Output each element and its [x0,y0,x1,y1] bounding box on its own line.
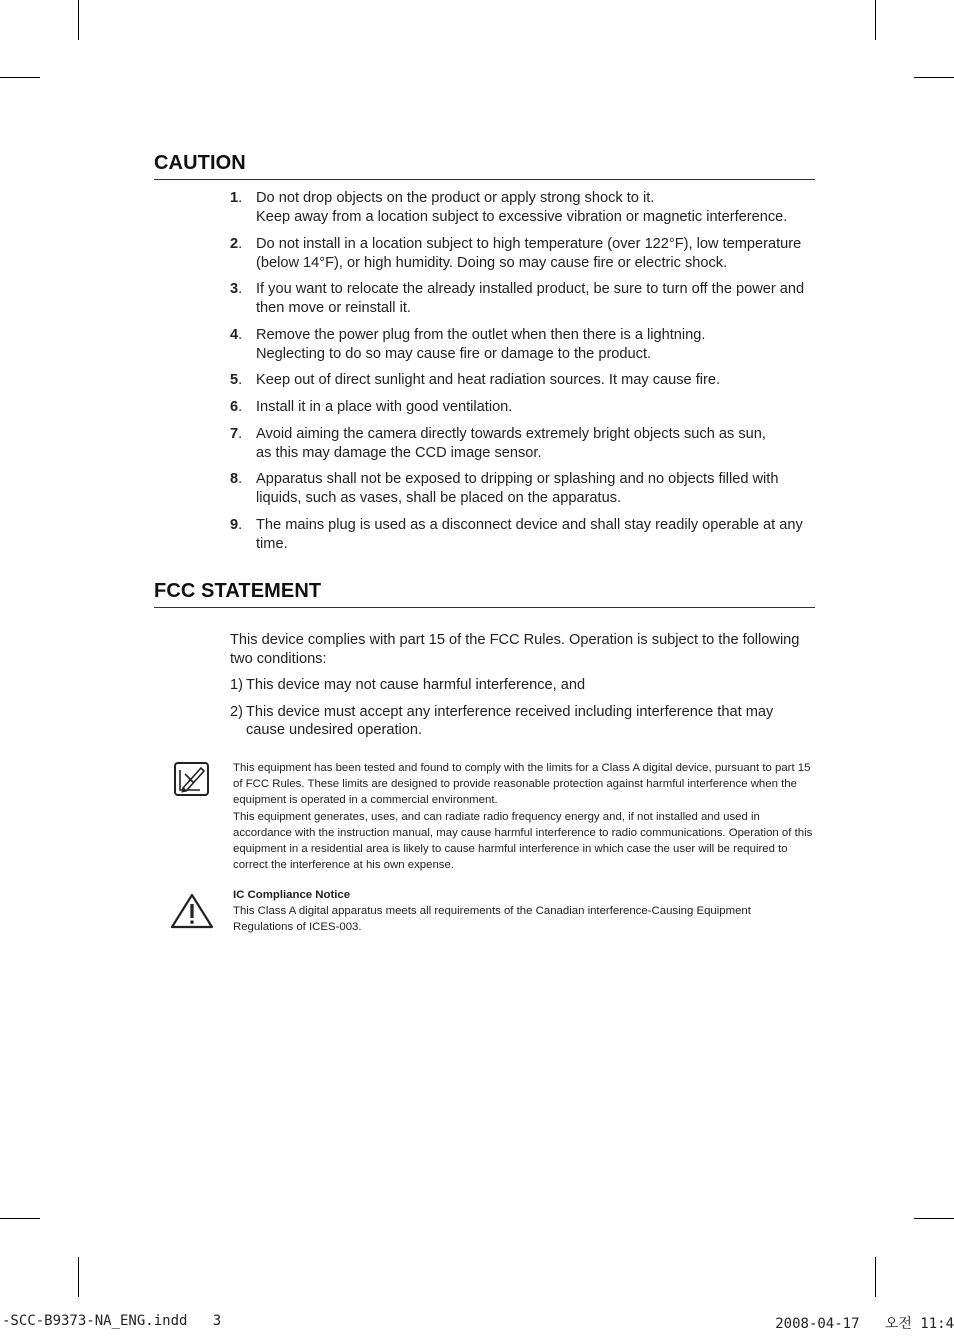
crop-mark [78,1257,79,1297]
fcc-heading: FCC STATEMENT [154,580,815,608]
item-text: as this may damage the CCD image sensor. [256,444,542,461]
item-text: Install it in a place with good ventilation. [256,398,513,415]
item-text: If you want to relocate the already installed product, be sure to turn off the power and then move or reinstall it. [256,281,805,317]
crop-mark [875,0,876,40]
condition-number: 1) [230,677,243,693]
item-number: 6 [230,398,239,415]
list-item: 1. Do not drop objects on the product or apply strong shock to it. Keep away from a location subject to excessive vibration or magnetic interference. [230,190,788,225]
item-text: Do not drop objects on the product or apply strong shock to it. [256,190,655,206]
item-number: 4 [230,326,239,343]
item-number: 2 [230,235,239,252]
item-number: 5 [230,372,239,389]
list-item: 6. Install it in a place with good ventilation. [230,398,820,417]
crop-mark [914,1218,954,1219]
footer-file-slug: -SCC-B9373-NA_ENG.indd 3 [2,1313,222,1329]
item-text: Remove the power plug from the outlet when then there is a lightning. [256,326,706,343]
list-item: 4. Remove the power plug from the outlet when then there is a lightning. Neglecting to do so may cause fire or damage to the product. [230,326,706,362]
item-number: 7 [230,425,239,442]
item-number: 9 [230,516,239,533]
list-item: 2. Do not install in a location subject to high temperature (over 122°F), low temperature (below 14°F), or high humidity. Doing so may cause fire or electric shock. [230,235,820,273]
note-paragraph: This equipment generates, uses, and can radiate radio frequency energy and, if not installed and used in accordance with the instruction manual, may cause harmful interference to radio communications. Operation of this equipment in a residential area is likely to cause harmful interference in which case the user will be required to correct the interference at his own expense. [233,810,813,872]
list-item: 3. If you want to relocate the already installed product, be sure to turn off the power and then move or reinstall it. [230,280,820,318]
list-item: 9. The mains plug is used as a disconnect device and shall stay readily operable at any time. [230,516,820,554]
crop-mark [914,77,954,78]
crop-mark [0,1218,40,1219]
list-item: 5. Keep out of direct sunlight and heat radiation sources. It may cause fire. [230,371,820,390]
footer-timestamp: 2008-04-17 오전 11:4 [775,1316,954,1332]
note-pencil-icon [166,760,210,803]
caution-list [230,189,820,561]
item-text: Neglecting to do so may cause fire or damage to the product. [256,345,652,362]
fcc-condition [230,703,815,740]
item-text: Do not install in a location subject to high temperature (over 122°F), low temperature (below 14°F), or high humidity. Doing so may cause fire or electric shock. [256,235,802,271]
fcc-condition [230,676,815,695]
item-text: Apparatus shall not be exposed to dripping or splashing and no objects filled with liquids, such as vases, shall be placed on the apparatus. [256,471,779,507]
fcc-intro: This device complies with part 15 of the FCC Rules. Operation is subject to the following two conditions: [230,632,800,667]
caution-heading: CAUTION [154,152,815,180]
item-text: Keep away from a location subject to excessive vibration or magnetic interference. [256,209,788,225]
item-number: 3 [230,281,239,298]
crop-mark [875,1257,876,1297]
item-number: 8 [230,471,239,488]
condition-text: This device may not cause harmful interference, and [246,677,586,693]
list-item: 7. Avoid aiming the camera directly towards extremely bright objects such as sun, as this may damage the CCD image sensor. [230,425,766,461]
note-paragraph: This equipment has been tested and found to comply with the limits for a Class A digital device, pursuant to part 15 of FCC Rules. These limits are designed to provide reasonable protection against harmful interference when the equipment is operated in a commercial environment. [233,762,811,807]
item-text: Keep out of direct sunlight and heat radiation sources. It may cause fire. [256,372,721,389]
list-item: 8. Apparatus shall not be exposed to dripping or splashing and no objects filled with liquids, such as vases, shall be placed on the apparatus. [230,470,820,508]
item-text: The mains plug is used as a disconnect device and shall stay readily operable at any time. [256,516,803,552]
crop-mark [78,0,79,40]
ic-notice-text: This Class A digital apparatus meets all requirements of the Canadian interference-Causing Equipment Regulations of ICES-003. [233,905,751,934]
crop-mark [0,77,40,78]
item-text: Avoid aiming the camera directly towards extremely bright objects such as sun, [256,425,766,442]
ic-notice-title: IC Compliance Notice [233,889,351,901]
condition-text: This device must accept any interference received including interference that may cause undesired operation. [246,703,774,738]
condition-number: 2) [230,703,243,720]
item-number: 1 [230,190,239,206]
warning-triangle-icon [170,893,214,934]
fcc-body [230,631,815,748]
